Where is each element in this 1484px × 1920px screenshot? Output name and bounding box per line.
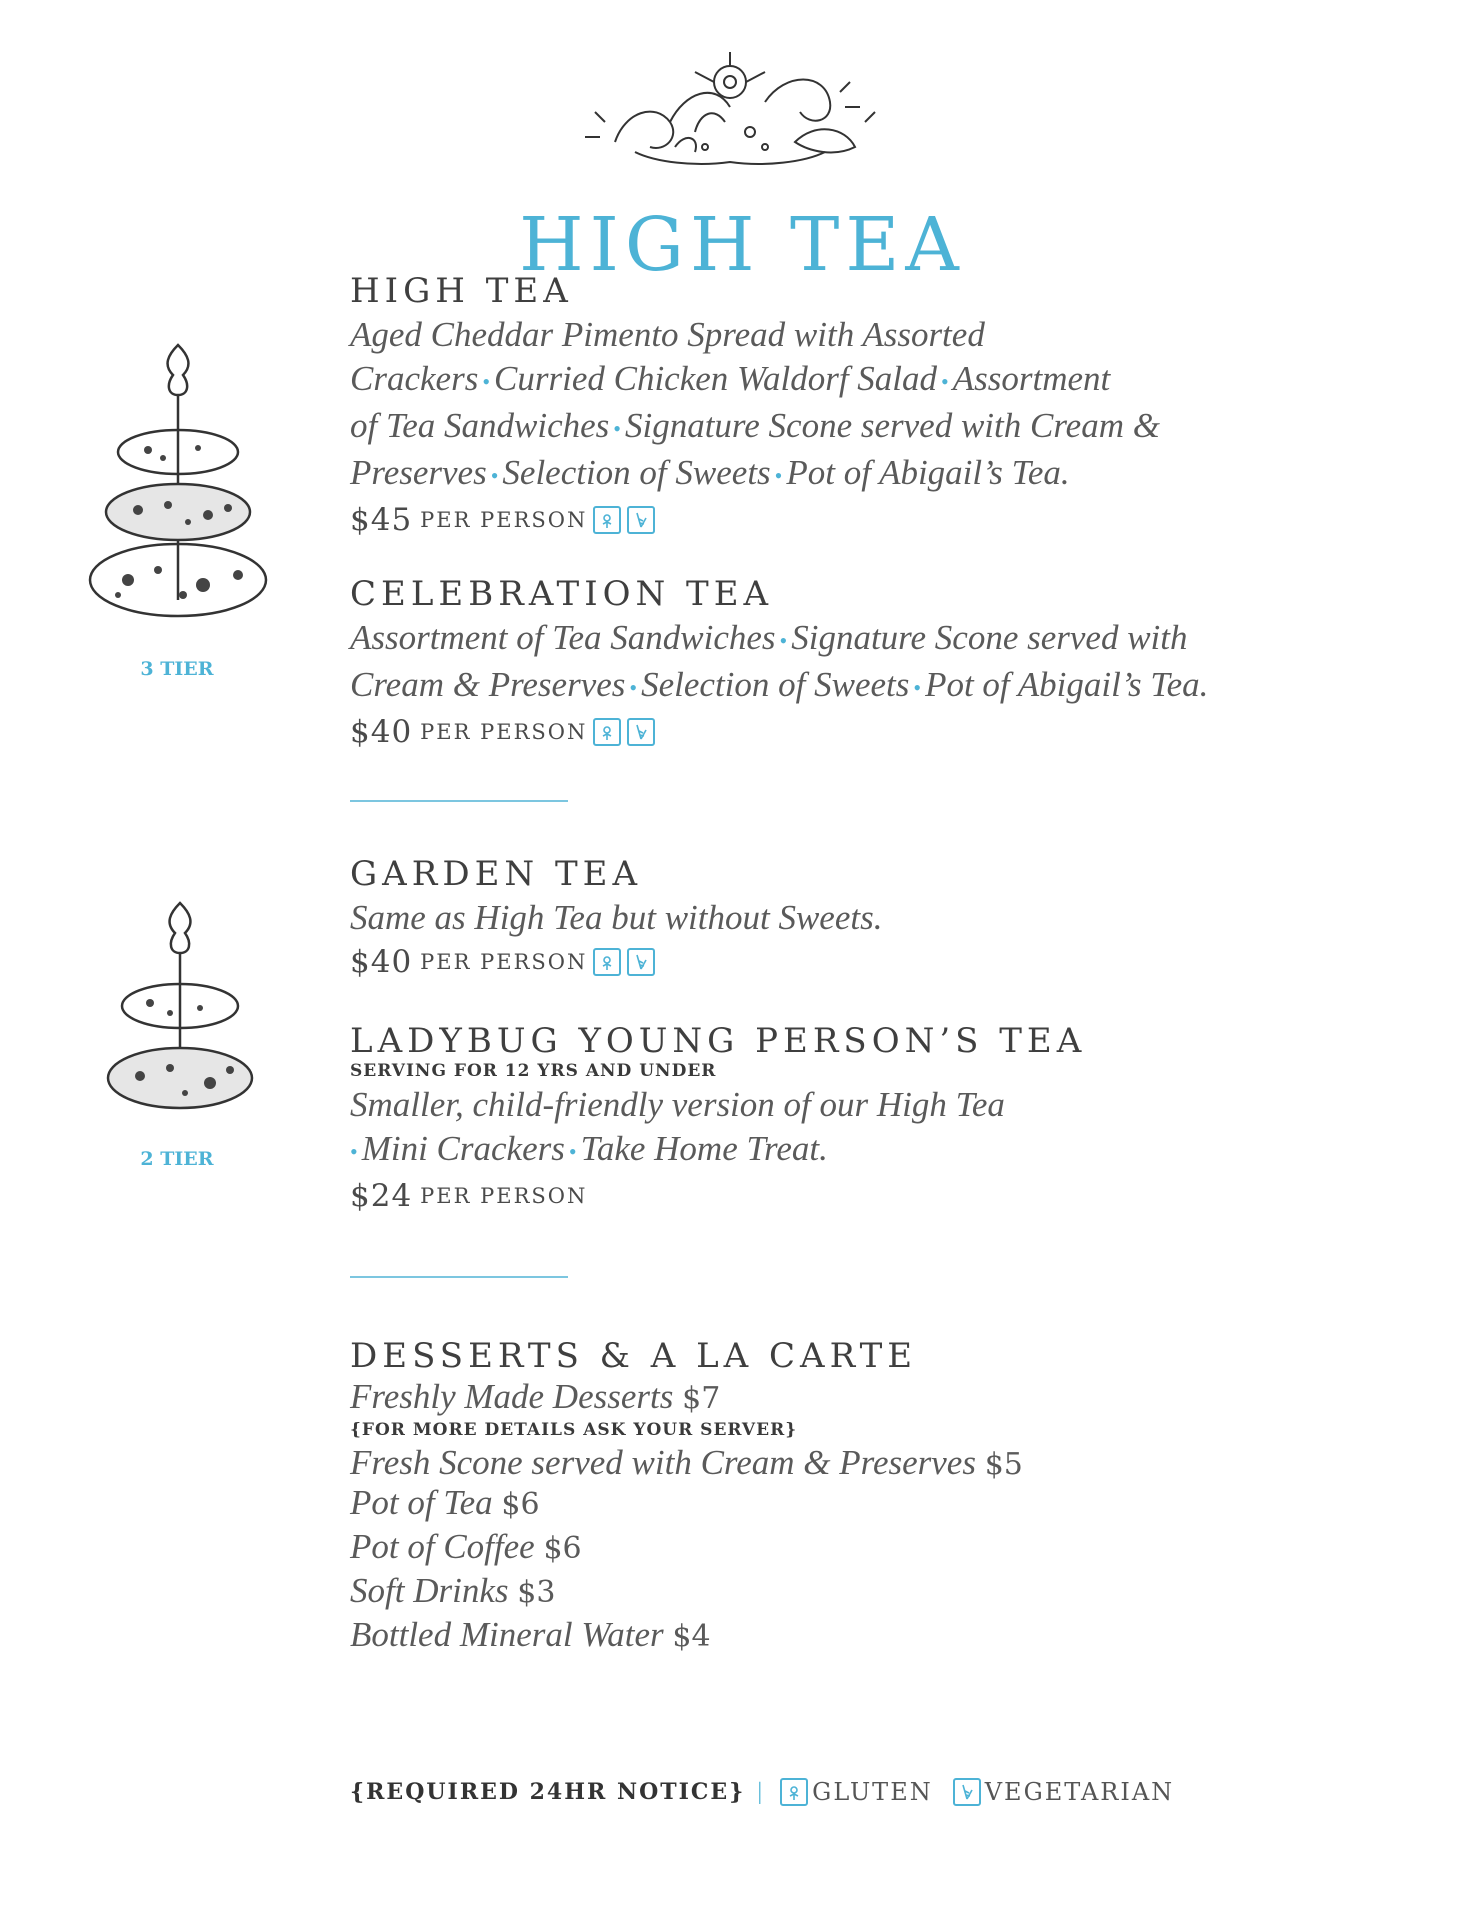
celebration-tea-price: $40: [350, 714, 413, 751]
high-tea-item: Crackers: [350, 359, 479, 399]
ladybug-tea-title: LADYBUG YOUNG PERSON’S TEA: [350, 1021, 1087, 1061]
vegetarian-icon: [627, 718, 655, 746]
high-tea-price-line: [350, 500, 1250, 540]
dessert-price: $4: [672, 1619, 711, 1655]
celebration-item: Signature Scone served with: [791, 618, 1188, 658]
per-person-label: PER PERSON: [420, 508, 588, 532]
dessert-name: Pot of Coffee: [350, 1527, 535, 1567]
bullet-icon: •: [490, 463, 499, 488]
high-tea-item: Selection of Sweets: [502, 453, 771, 493]
three-tier-stand-icon: [88, 340, 268, 640]
section-divider: [350, 1276, 568, 1278]
section-divider: [350, 800, 568, 802]
gluten-icon: [593, 718, 621, 746]
floral-ornament-icon: [575, 52, 885, 172]
server-note: {FOR MORE DETAILS ASK YOUR SERVER}: [350, 1420, 798, 1441]
vegetarian-icon: [953, 1778, 981, 1806]
high-tea-description: [350, 313, 1250, 498]
per-person-label: PER PERSON: [420, 950, 588, 975]
dessert-item: [350, 1376, 1250, 1420]
ladybug-tea-price: $24: [350, 1178, 413, 1215]
dessert-name: Soft Drinks: [350, 1571, 509, 1611]
gluten-icon: [780, 1778, 808, 1806]
dessert-name: Fresh Scone served with Cream & Preserves: [350, 1443, 976, 1483]
high-tea-price: $45: [350, 502, 413, 538]
ladybug-item: Take Home Treat.: [580, 1129, 828, 1169]
gluten-label: GLUTEN: [812, 1778, 933, 1806]
celebration-item: Cream & Preserves: [350, 665, 626, 705]
two-tier-label: 2 TIER: [140, 1148, 214, 1170]
bullet-icon: •: [350, 1139, 358, 1165]
dessert-item: [350, 1443, 1250, 1483]
bullet-icon: •: [941, 369, 949, 395]
celebration-tea-description: [350, 616, 1250, 710]
ladybug-item: Smaller, child-friendly version of our High Tea: [350, 1085, 1005, 1125]
ladybug-tea-price-line: [350, 1176, 1250, 1216]
celebration-tea-section: [350, 575, 1250, 752]
dessert-item: [350, 1614, 1250, 1658]
high-tea-section: [350, 272, 1250, 540]
dessert-item: [350, 1482, 1250, 1526]
age-note: SERVING FOR 12 YRS AND UNDER: [350, 1061, 717, 1082]
per-person-label: PER PERSON: [420, 1184, 588, 1209]
footer-legend: [350, 1778, 1188, 1806]
dessert-item: [350, 1526, 1250, 1570]
dessert-price: $6: [543, 1531, 582, 1567]
garden-tea-description: Same as High Tea but without Sweets.: [350, 898, 883, 938]
ladybug-item: Mini Crackers: [361, 1129, 565, 1169]
high-tea-item: Preserves: [350, 453, 487, 493]
gluten-icon: [593, 506, 621, 534]
high-tea-item: Assortment: [952, 359, 1111, 399]
celebration-tea-title: CELEBRATION TEA: [350, 574, 774, 614]
bullet-icon: •: [774, 463, 783, 488]
separator: |: [757, 1778, 763, 1805]
garden-tea-title: GARDEN TEA: [350, 854, 643, 894]
dessert-item: [350, 1570, 1250, 1614]
dessert-name: Bottled Mineral Water: [350, 1615, 664, 1655]
three-tier-label: 3 TIER: [140, 658, 214, 680]
high-tea-line-1: Aged Cheddar Pimento Spread with Assorted: [350, 315, 985, 355]
dessert-price: $5: [984, 1447, 1023, 1483]
dessert-price: $3: [517, 1575, 556, 1611]
celebration-item: Selection of Sweets: [641, 665, 910, 705]
bullet-icon: •: [913, 675, 922, 701]
per-person-label: PER PERSON: [420, 720, 588, 745]
high-tea-item: Curried Chicken Waldorf Salad: [494, 359, 938, 399]
vegetarian-icon: [627, 948, 655, 976]
vegetarian-icon: [627, 506, 655, 534]
dessert-price: $6: [501, 1487, 540, 1523]
garden-tea-section: [350, 855, 1250, 982]
high-tea-item: of Tea Sandwiches: [350, 406, 610, 446]
high-tea-item: Signature Scone served with Cream &: [624, 406, 1160, 446]
high-tea-item: Pot of Abigail’s Tea.: [786, 453, 1070, 493]
dessert-price: $7: [682, 1381, 721, 1417]
dessert-name: Freshly Made Desserts: [350, 1377, 674, 1417]
bullet-icon: •: [482, 369, 491, 395]
garden-tea-price-line: [350, 942, 1250, 982]
celebration-tea-price-line: [350, 712, 1250, 752]
desserts-section: [350, 1337, 1250, 1658]
bullet-icon: •: [779, 628, 788, 654]
high-tea-title: HIGH TEA: [350, 271, 573, 311]
gluten-icon: [593, 948, 621, 976]
bullet-icon: •: [613, 416, 621, 442]
dessert-name: Pot of Tea: [350, 1483, 493, 1523]
bullet-icon: •: [629, 675, 638, 701]
desserts-title: DESSERTS & A LA CARTE: [350, 1336, 918, 1376]
garden-tea-price: $40: [350, 944, 413, 981]
celebration-item: Assortment of Tea Sandwiches: [350, 618, 776, 658]
two-tier-stand-icon: [100, 898, 260, 1118]
vegetarian-label: VEGETARIAN: [984, 1778, 1175, 1806]
page-title: HIGH TEA: [519, 201, 965, 288]
ladybug-tea-description: [350, 1083, 1250, 1174]
notice-text: {REQUIRED 24HR NOTICE}: [350, 1779, 746, 1805]
bullet-icon: •: [568, 1139, 577, 1165]
celebration-item: Pot of Abigail’s Tea.: [925, 665, 1209, 705]
ladybug-tea-section: [350, 1022, 1250, 1216]
